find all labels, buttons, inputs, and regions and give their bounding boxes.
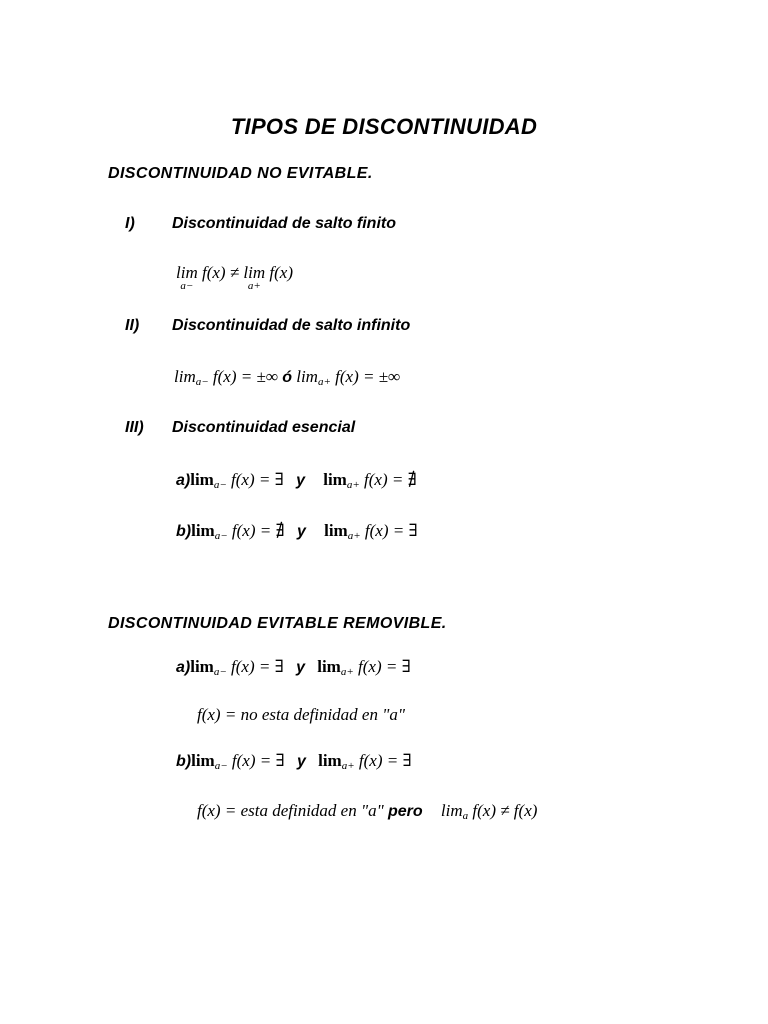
lim-subscript: a+ bbox=[346, 479, 360, 491]
lim-subscript: a+ bbox=[347, 530, 361, 542]
lim-text: lim bbox=[174, 367, 196, 386]
lim-subscript: a+ bbox=[317, 376, 331, 388]
lim-text: lim bbox=[191, 751, 215, 770]
item-label: Discontinuidad de salto infinito bbox=[172, 317, 411, 334]
not-equal-symbol: ≠ bbox=[229, 263, 240, 282]
function-expr: f(x) bbox=[231, 470, 255, 489]
equals-infinity: = ±∞ bbox=[362, 367, 401, 386]
note-text: f(x) = esta definidad en "a" bbox=[197, 801, 384, 820]
case-label: a) bbox=[176, 472, 191, 489]
lim-subscript: a− bbox=[180, 280, 194, 292]
lim-subscript: a− bbox=[214, 760, 228, 772]
lim-subscript: a+ bbox=[340, 666, 354, 678]
function-expr: f(x) bbox=[231, 657, 255, 676]
item-label: Discontinuidad de salto finito bbox=[172, 215, 396, 232]
relation: = ∃ bbox=[392, 521, 418, 540]
or-conjunction: ó bbox=[282, 369, 292, 386]
and-conjunction: y bbox=[296, 659, 305, 676]
relation: = ∃ bbox=[385, 657, 411, 676]
note-no-definida: f(x) = no esta definidad en "a" bbox=[197, 705, 405, 724]
item-numeral: III) bbox=[125, 419, 144, 436]
equals-infinity: = ±∞ bbox=[240, 367, 278, 386]
relation: = ∃ bbox=[386, 751, 412, 770]
item-label: Discontinuidad esencial bbox=[172, 419, 356, 436]
relation: = ∃ bbox=[258, 657, 284, 676]
function-comparison: f(x) ≠ f(x) bbox=[472, 801, 538, 820]
note-definida-pero bbox=[197, 802, 537, 820]
lim-text: lim bbox=[191, 521, 215, 540]
limit-left bbox=[176, 263, 198, 292]
function-expr: f(x) bbox=[231, 521, 256, 540]
lim-text: lim bbox=[243, 263, 266, 282]
lim-text: lim bbox=[318, 751, 342, 770]
relation: = ∃ bbox=[258, 470, 284, 489]
lim-text: lim bbox=[176, 263, 198, 282]
item-numeral: II) bbox=[125, 317, 140, 334]
lim-text: lim bbox=[190, 657, 214, 676]
lim-subscript: a+ bbox=[247, 280, 261, 292]
function-expr: f(x) bbox=[364, 470, 388, 489]
lim-text: lim bbox=[440, 801, 463, 820]
section-heading-evitable: DISCONTINUIDAD EVITABLE REMOVIBLE. bbox=[108, 615, 447, 632]
function-expr: f(x) bbox=[201, 263, 226, 282]
lim-subscript: a− bbox=[214, 530, 228, 542]
case-label: b) bbox=[176, 753, 192, 770]
function-expr: f(x) bbox=[358, 751, 383, 770]
list-item-salto-infinito bbox=[0, 318, 768, 338]
lim-subscript: a− bbox=[213, 479, 227, 491]
lim-text: lim bbox=[190, 470, 214, 489]
lim-subscript: a+ bbox=[341, 760, 355, 772]
formula-evitable-case-b bbox=[176, 752, 412, 770]
function-expr: f(x) bbox=[269, 263, 293, 282]
list-item-esencial bbox=[0, 420, 768, 440]
function-expr: f(x) bbox=[335, 367, 359, 386]
list-item-salto-finito bbox=[0, 216, 768, 236]
formula-esencial-case-a bbox=[176, 471, 417, 489]
formula-salto-infinito bbox=[174, 368, 400, 386]
lim-text: lim bbox=[324, 521, 348, 540]
formula-salto-finito bbox=[176, 263, 293, 292]
relation: = ∃ bbox=[259, 751, 285, 770]
relation: = ∄ bbox=[391, 470, 417, 489]
and-conjunction: y bbox=[296, 753, 306, 770]
formula-evitable-case-a bbox=[176, 658, 411, 676]
lim-text: lim bbox=[296, 367, 318, 386]
function-expr: f(x) bbox=[358, 657, 382, 676]
item-numeral: I) bbox=[125, 215, 135, 232]
and-conjunction: y bbox=[296, 472, 305, 489]
case-label: b) bbox=[176, 523, 192, 540]
lim-subscript: a− bbox=[195, 376, 209, 388]
pero-conjunction: pero bbox=[387, 803, 423, 820]
function-expr: f(x) bbox=[212, 367, 237, 386]
function-expr: f(x) bbox=[364, 521, 389, 540]
section-heading-no-evitable: DISCONTINUIDAD NO EVITABLE. bbox=[108, 165, 373, 182]
lim-subscript: a bbox=[462, 810, 469, 822]
and-conjunction: y bbox=[296, 523, 306, 540]
limit-right bbox=[243, 263, 266, 292]
lim-text: lim bbox=[323, 470, 347, 489]
lim-subscript: a− bbox=[213, 666, 227, 678]
lim-text: lim bbox=[317, 657, 341, 676]
formula-esencial-case-b bbox=[176, 522, 418, 540]
relation: = ∄ bbox=[259, 521, 285, 540]
page-title: TIPOS DE DISCONTINUIDAD bbox=[230, 114, 538, 139]
function-expr: f(x) bbox=[231, 751, 256, 770]
case-label: a) bbox=[176, 659, 191, 676]
